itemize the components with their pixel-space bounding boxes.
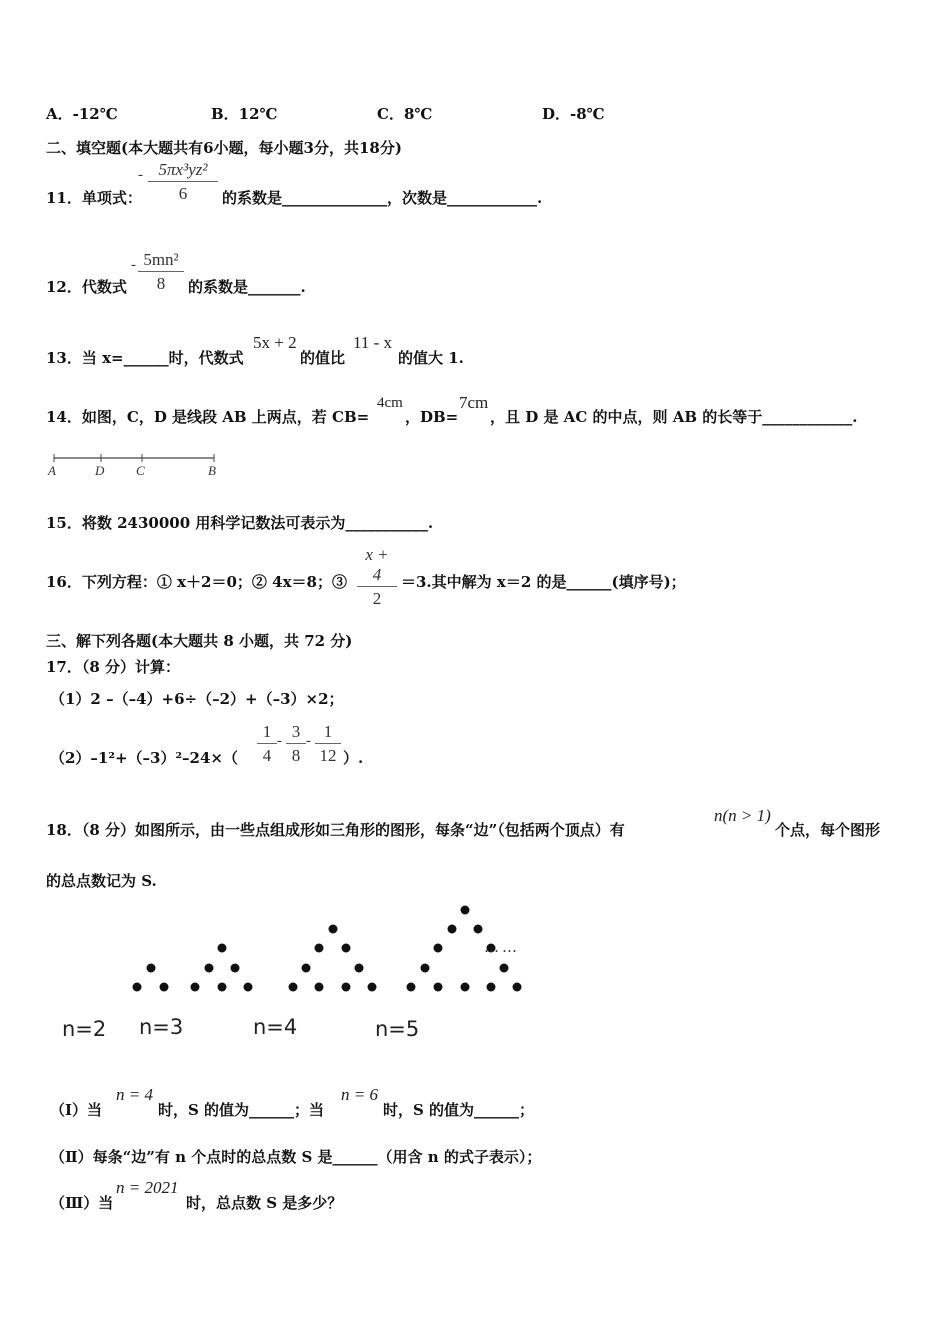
q17-op1: - <box>277 733 282 749</box>
label-b: B <box>208 463 216 478</box>
dot <box>513 983 522 992</box>
q18-i-n2: n = 6 <box>341 1085 378 1104</box>
q17-part2-prefix: （2）–1²+（–3）²–24×（ <box>50 749 238 767</box>
dot <box>461 983 470 992</box>
label-n3: n=3 <box>139 1015 184 1039</box>
label-n4: n=4 <box>253 1015 298 1039</box>
q12-numerator: 5mn² <box>138 250 184 272</box>
q17-frac2 <box>286 722 306 766</box>
q17-frac2-num: 3 <box>286 722 306 744</box>
label-d: D <box>95 463 105 478</box>
dot <box>231 964 240 973</box>
dot <box>461 906 470 915</box>
q14-part2: ，DB= <box>405 408 459 426</box>
option-a: A．-12℃ <box>46 105 118 123</box>
q17-frac3-den: 12 <box>319 746 337 765</box>
q14-db-value: 7cm <box>459 393 489 412</box>
section-2-title: 二、填空题(本大题共有6小题，每小题3分，共18分) <box>46 139 402 157</box>
section-3-title: 三、解下列各题(本大题共 8 小题，共 72 分) <box>46 632 353 650</box>
option-d: D．-8℃ <box>542 105 605 123</box>
label-n5: n=5 <box>375 1017 420 1041</box>
q18-i-n1: n = 4 <box>116 1085 153 1104</box>
q11-denominator: 6 <box>178 184 188 203</box>
q12-suffix: 的系数是_______. <box>188 278 306 296</box>
dot <box>487 983 496 992</box>
q16-denominator: 2 <box>372 589 382 608</box>
dot <box>434 944 443 953</box>
q18-ellipsis: …… <box>484 938 520 956</box>
dot <box>342 983 351 992</box>
dot <box>315 983 324 992</box>
dot <box>147 964 156 973</box>
dot <box>205 964 214 973</box>
q18-iii-part1: （Ⅲ）当 <box>50 1194 114 1212</box>
q17-frac3 <box>315 722 341 766</box>
label-a: A <box>48 463 56 478</box>
q11-numerator: 5πx³yz² <box>148 160 218 182</box>
dot <box>329 925 338 934</box>
q16-part1: 16．下列方程：① x＋2＝0；② 4x＝8；③ <box>46 573 347 591</box>
q18-i-part2: 时，S 的值为______；当 <box>158 1101 325 1119</box>
q11-prefix: 11．单项式： <box>46 189 142 207</box>
dot <box>218 983 227 992</box>
q17-part1: （1）2 –（–4）+6÷（–2）+（–3）×2； <box>50 690 344 708</box>
dot <box>355 964 364 973</box>
q13-expr1: 5x + 2 <box>253 333 297 352</box>
q13-part3: 的值大 1. <box>398 349 464 367</box>
q15-text: 15．将数 2430000 用科学记数法可表示为___________. <box>46 514 434 532</box>
dot <box>302 964 311 973</box>
dot <box>474 925 483 934</box>
q18-line2: 的总点数记为 S. <box>46 872 157 890</box>
q18-part2: 个点，每个图形 <box>775 821 881 839</box>
dot <box>407 983 416 992</box>
label-c: C <box>136 463 145 478</box>
dot <box>244 983 253 992</box>
q13-part2: 的值比 <box>300 349 346 367</box>
q13-expr2: 11 - x <box>353 333 393 352</box>
q17-frac1-den: 4 <box>262 746 272 765</box>
q12-sign: - <box>131 257 136 273</box>
q16-part2: ＝3.其中解为 x＝2 的是______(填序号)； <box>401 573 686 591</box>
q18-i-part1: （Ⅰ）当 <box>50 1101 103 1119</box>
q11-suffix: 的系数是______________，次数是____________. <box>222 189 543 207</box>
dot <box>434 983 443 992</box>
q17-part2-suffix: ）. <box>343 749 364 767</box>
q17-title: 17．（8 分）计算： <box>46 658 181 676</box>
q18-ii-text: （Ⅱ）每条“边”有 n 个点时的总点数 S 是______（用含 n 的式子表示）； <box>50 1148 542 1166</box>
q12-denominator: 8 <box>156 274 166 293</box>
q14-segment-figure <box>44 450 224 480</box>
label-n2: n=2 <box>62 1017 107 1041</box>
option-b: B．12℃ <box>211 105 278 123</box>
q12-prefix: 12．代数式 <box>46 278 127 296</box>
dot <box>500 964 509 973</box>
dot <box>342 944 351 953</box>
q17-frac1 <box>257 722 277 766</box>
dot <box>160 983 169 992</box>
q14-cb-value: 4cm <box>377 395 403 411</box>
q17-op2: - <box>306 733 311 749</box>
dot <box>133 983 142 992</box>
q12-fraction <box>138 250 184 294</box>
dot <box>448 925 457 934</box>
q16-numerator: x + 4 <box>357 545 397 587</box>
dot <box>368 983 377 992</box>
q14-part1: 14．如图，C，D 是线段 AB 上两点，若 CB= <box>46 408 370 426</box>
q16-fraction <box>357 545 397 609</box>
q18-condition: n(n > 1) <box>714 806 771 825</box>
q18-iii-n: n = 2021 <box>116 1178 179 1197</box>
q17-frac1-num: 1 <box>257 722 277 744</box>
q17-frac2-den: 8 <box>291 746 301 765</box>
dot <box>218 944 227 953</box>
dot <box>315 944 324 953</box>
q18-i-part3: 时，S 的值为______； <box>383 1101 535 1119</box>
dot <box>191 983 200 992</box>
dot <box>421 964 430 973</box>
dot <box>289 983 298 992</box>
q18-part1: 18．（8 分）如图所示，由一些点组成形如三角形的图形，每条“边”（包括两个顶点）有 <box>46 821 625 839</box>
q18-iii-part2: 时，总点数 S 是多少？ <box>186 1194 343 1212</box>
q11-sign: - <box>138 167 143 183</box>
q17-frac3-num: 1 <box>315 722 341 744</box>
q11-fraction <box>148 160 218 204</box>
q13-part1: 13．当 x=______时，代数式 <box>46 349 244 367</box>
option-c: C．8℃ <box>377 105 433 123</box>
q14-part3: ，且 D 是 AC 的中点，则 AB 的长等于____________. <box>490 408 858 426</box>
